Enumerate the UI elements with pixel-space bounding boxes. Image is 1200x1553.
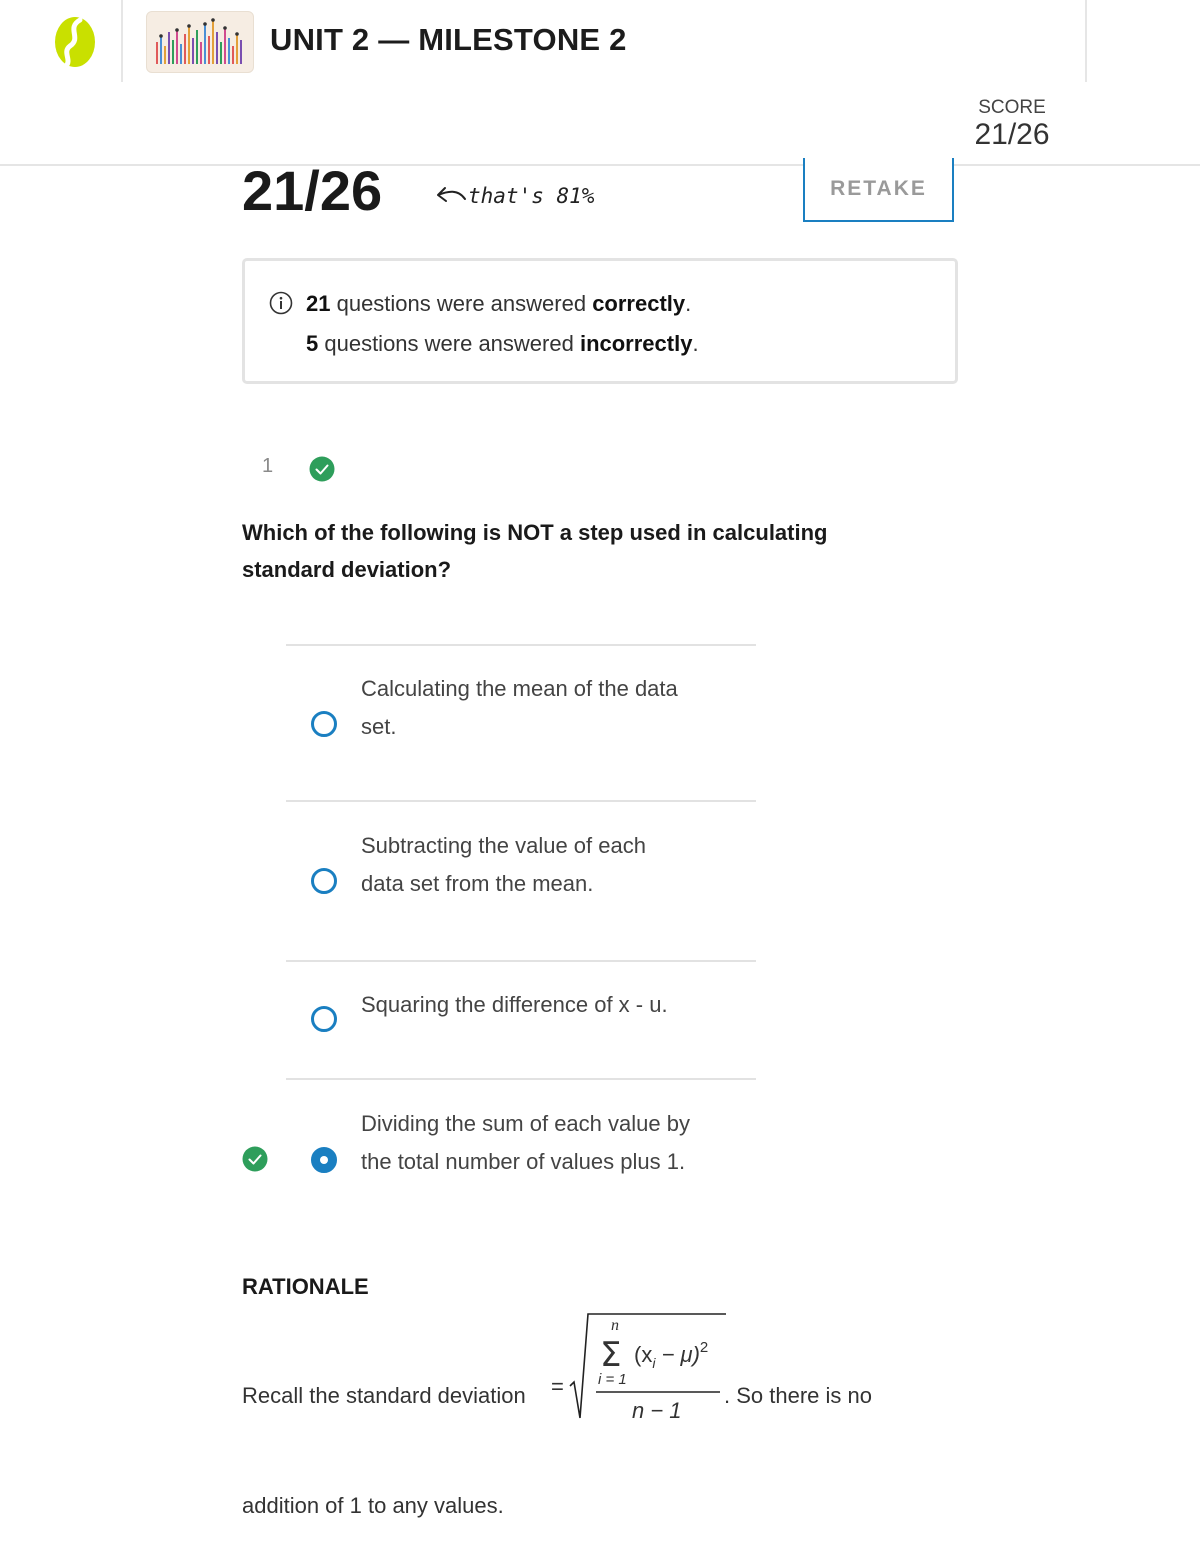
course-thumbnail[interactable] [146, 11, 254, 73]
rationale-text-before: Recall the standard deviation [242, 1383, 526, 1408]
summary-incorrect [306, 331, 699, 357]
retake-button[interactable]: RETAKE [803, 158, 954, 222]
rationale-last-line: addition of 1 to any values. [242, 1493, 504, 1518]
formula-sigma: Σ [600, 1335, 622, 1375]
score-label: SCORE [978, 97, 1046, 118]
correct-check-icon [309, 456, 335, 482]
option-divider [286, 960, 756, 962]
info-icon [269, 291, 293, 315]
formula-sum-lower: i = 1 [598, 1371, 627, 1388]
option-1-line-2: set. [361, 714, 397, 739]
rationale-title: RATIONALE [242, 1274, 369, 1299]
option-divider [286, 1078, 756, 1080]
formula-denominator: n − 1 [632, 1398, 682, 1423]
summary-correct [306, 291, 691, 317]
formula-sum-upper: n [611, 1317, 619, 1334]
correct-count: 21 [306, 291, 331, 316]
top-header [0, 0, 1200, 166]
option-radio-3[interactable] [311, 1006, 337, 1032]
option-4-line-1: Dividing the sum of each value by [361, 1111, 690, 1136]
option-text-4[interactable] [361, 1105, 761, 1181]
incorrect-word: incorrectly [579, 331, 693, 356]
option-radio-4-selected[interactable] [311, 1147, 337, 1173]
option-divider [286, 800, 756, 802]
option-radio-1[interactable] [311, 711, 337, 737]
formula-sup: 2 [699, 1339, 709, 1356]
percent-note-text: that's 81% [468, 184, 595, 208]
incorrect-count: 5 [306, 331, 319, 356]
incorrect-period: . [692, 331, 699, 356]
option-radio-2[interactable] [311, 868, 337, 894]
option-2-line-1: Subtracting the value of each [361, 833, 646, 858]
formula-term: (x [634, 1342, 653, 1367]
correct-text: questions were answered [330, 291, 593, 316]
question-text: Which of the following is NOT a step used in calculating standard deviation? [242, 520, 828, 582]
question-number: 1 [262, 455, 274, 477]
svg-text:(xi − μ)2 [634, 1339, 708, 1371]
option-text-3[interactable] [361, 986, 761, 1024]
option-3-line-1: Squaring the difference of x - u. [361, 992, 668, 1017]
option-divider [286, 644, 756, 646]
correct-word: correctly [592, 291, 686, 316]
big-score: 21/26 [242, 159, 383, 222]
header-divider [121, 0, 123, 82]
arrow-left-icon [434, 185, 468, 207]
incorrect-text: questions were answered [318, 331, 580, 356]
score-value: 21/26 [974, 118, 1050, 151]
percent-note [434, 184, 594, 208]
formula-term-rest: − μ) [655, 1342, 700, 1367]
option-text-1[interactable] [361, 670, 761, 746]
option-text-2[interactable] [361, 827, 761, 903]
rationale-text-after: . So there is no [724, 1383, 872, 1408]
option-4-line-2: the total number of values plus 1. [361, 1149, 686, 1174]
formula-equals: = [551, 1374, 564, 1399]
std-deviation-formula [548, 1308, 730, 1428]
header-divider-right [1085, 0, 1087, 82]
option-1-line-1: Calculating the mean of the data [361, 676, 678, 701]
correct-answer-check-icon [242, 1146, 268, 1172]
bar-pattern-icon [147, 12, 253, 72]
option-2-line-2: data set from the mean. [361, 871, 594, 896]
formula-sub: i [652, 1355, 656, 1371]
unit-title: UNIT 2 — MILESTONE 2 [270, 22, 627, 57]
sophia-logo-icon[interactable] [52, 14, 98, 70]
correct-period: . [685, 291, 692, 316]
results-summary [242, 258, 958, 384]
